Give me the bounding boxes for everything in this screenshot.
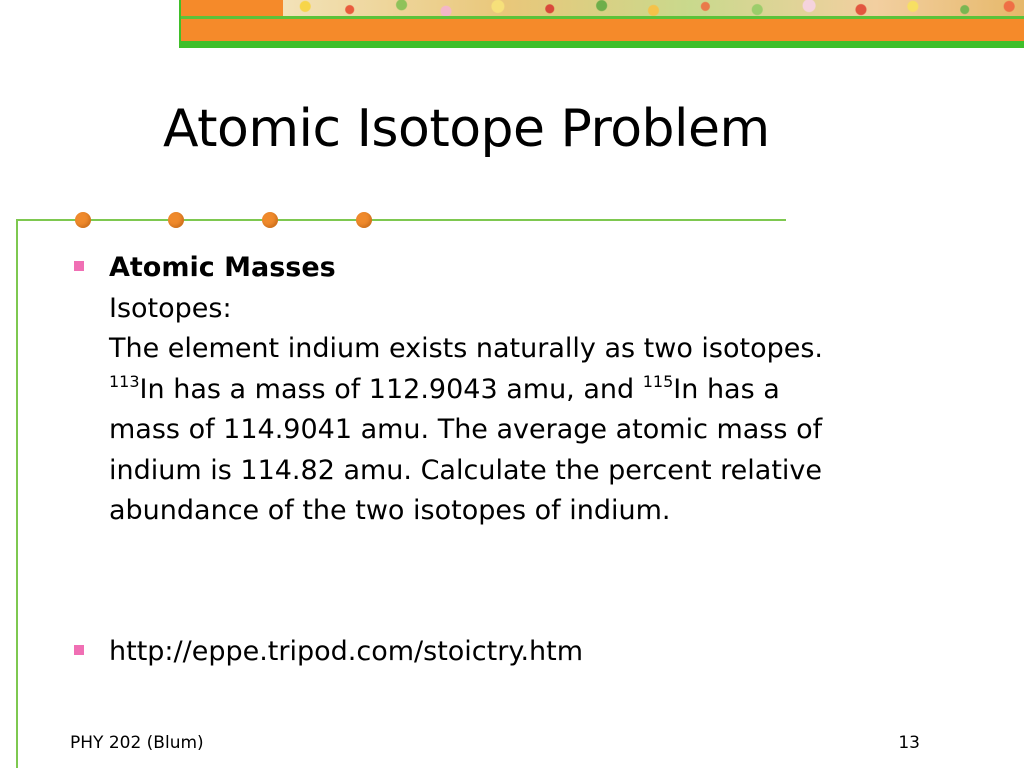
- problem-line-5: abundance of the two isotopes of indium.: [109, 495, 671, 526]
- isotope-superscript-115: 115: [642, 371, 674, 391]
- bullet-text: [109, 248, 934, 532]
- problem-line-2a: In has a mass of 112.9043 amu, and: [139, 373, 643, 405]
- bullet-item-link: [74, 632, 583, 673]
- bullet-subheading: Isotopes:: [109, 292, 232, 324]
- left-border-line: [16, 219, 18, 768]
- square-bullet-icon: [74, 645, 84, 655]
- slide-title: Atomic Isotope Problem: [163, 99, 770, 159]
- problem-line-2: [109, 370, 934, 411]
- divider-dot-2: [168, 212, 184, 228]
- divider-dot-3: [262, 212, 278, 228]
- divider-dot-4: [356, 212, 372, 228]
- bullet-link-text-wrapper: [109, 632, 583, 673]
- problem-line-1: The element indium exists naturally as two isotopes.: [109, 333, 824, 364]
- header-green-stripe: [179, 16, 1024, 19]
- footer-page-number: 13: [898, 733, 920, 753]
- reference-link[interactable]: http://eppe.tripod.com/stoictry.htm: [109, 636, 584, 667]
- floral-decoration-image: [283, 0, 1024, 16]
- bullet-item-atomic-masses: [74, 248, 934, 532]
- bullet-item-link-inner: [74, 632, 583, 673]
- slide-body: [74, 248, 934, 532]
- header-green-edge: [179, 0, 181, 48]
- title-divider-line: [16, 219, 786, 221]
- header-green-bar: [179, 41, 1024, 48]
- divider-dot-1: [75, 212, 91, 228]
- bullet-heading: Atomic Masses: [109, 252, 336, 283]
- problem-line-3: mass of 114.9041 amu. The average atomic mass of: [109, 414, 823, 445]
- problem-line-4: indium is 114.82 amu. Calculate the percent relative: [109, 454, 822, 486]
- square-bullet-icon: [74, 261, 84, 271]
- footer-course-label: PHY 202 (Blum): [70, 733, 204, 753]
- isotope-superscript-113: 113: [109, 371, 140, 391]
- problem-line-2b: In has a: [673, 373, 780, 405]
